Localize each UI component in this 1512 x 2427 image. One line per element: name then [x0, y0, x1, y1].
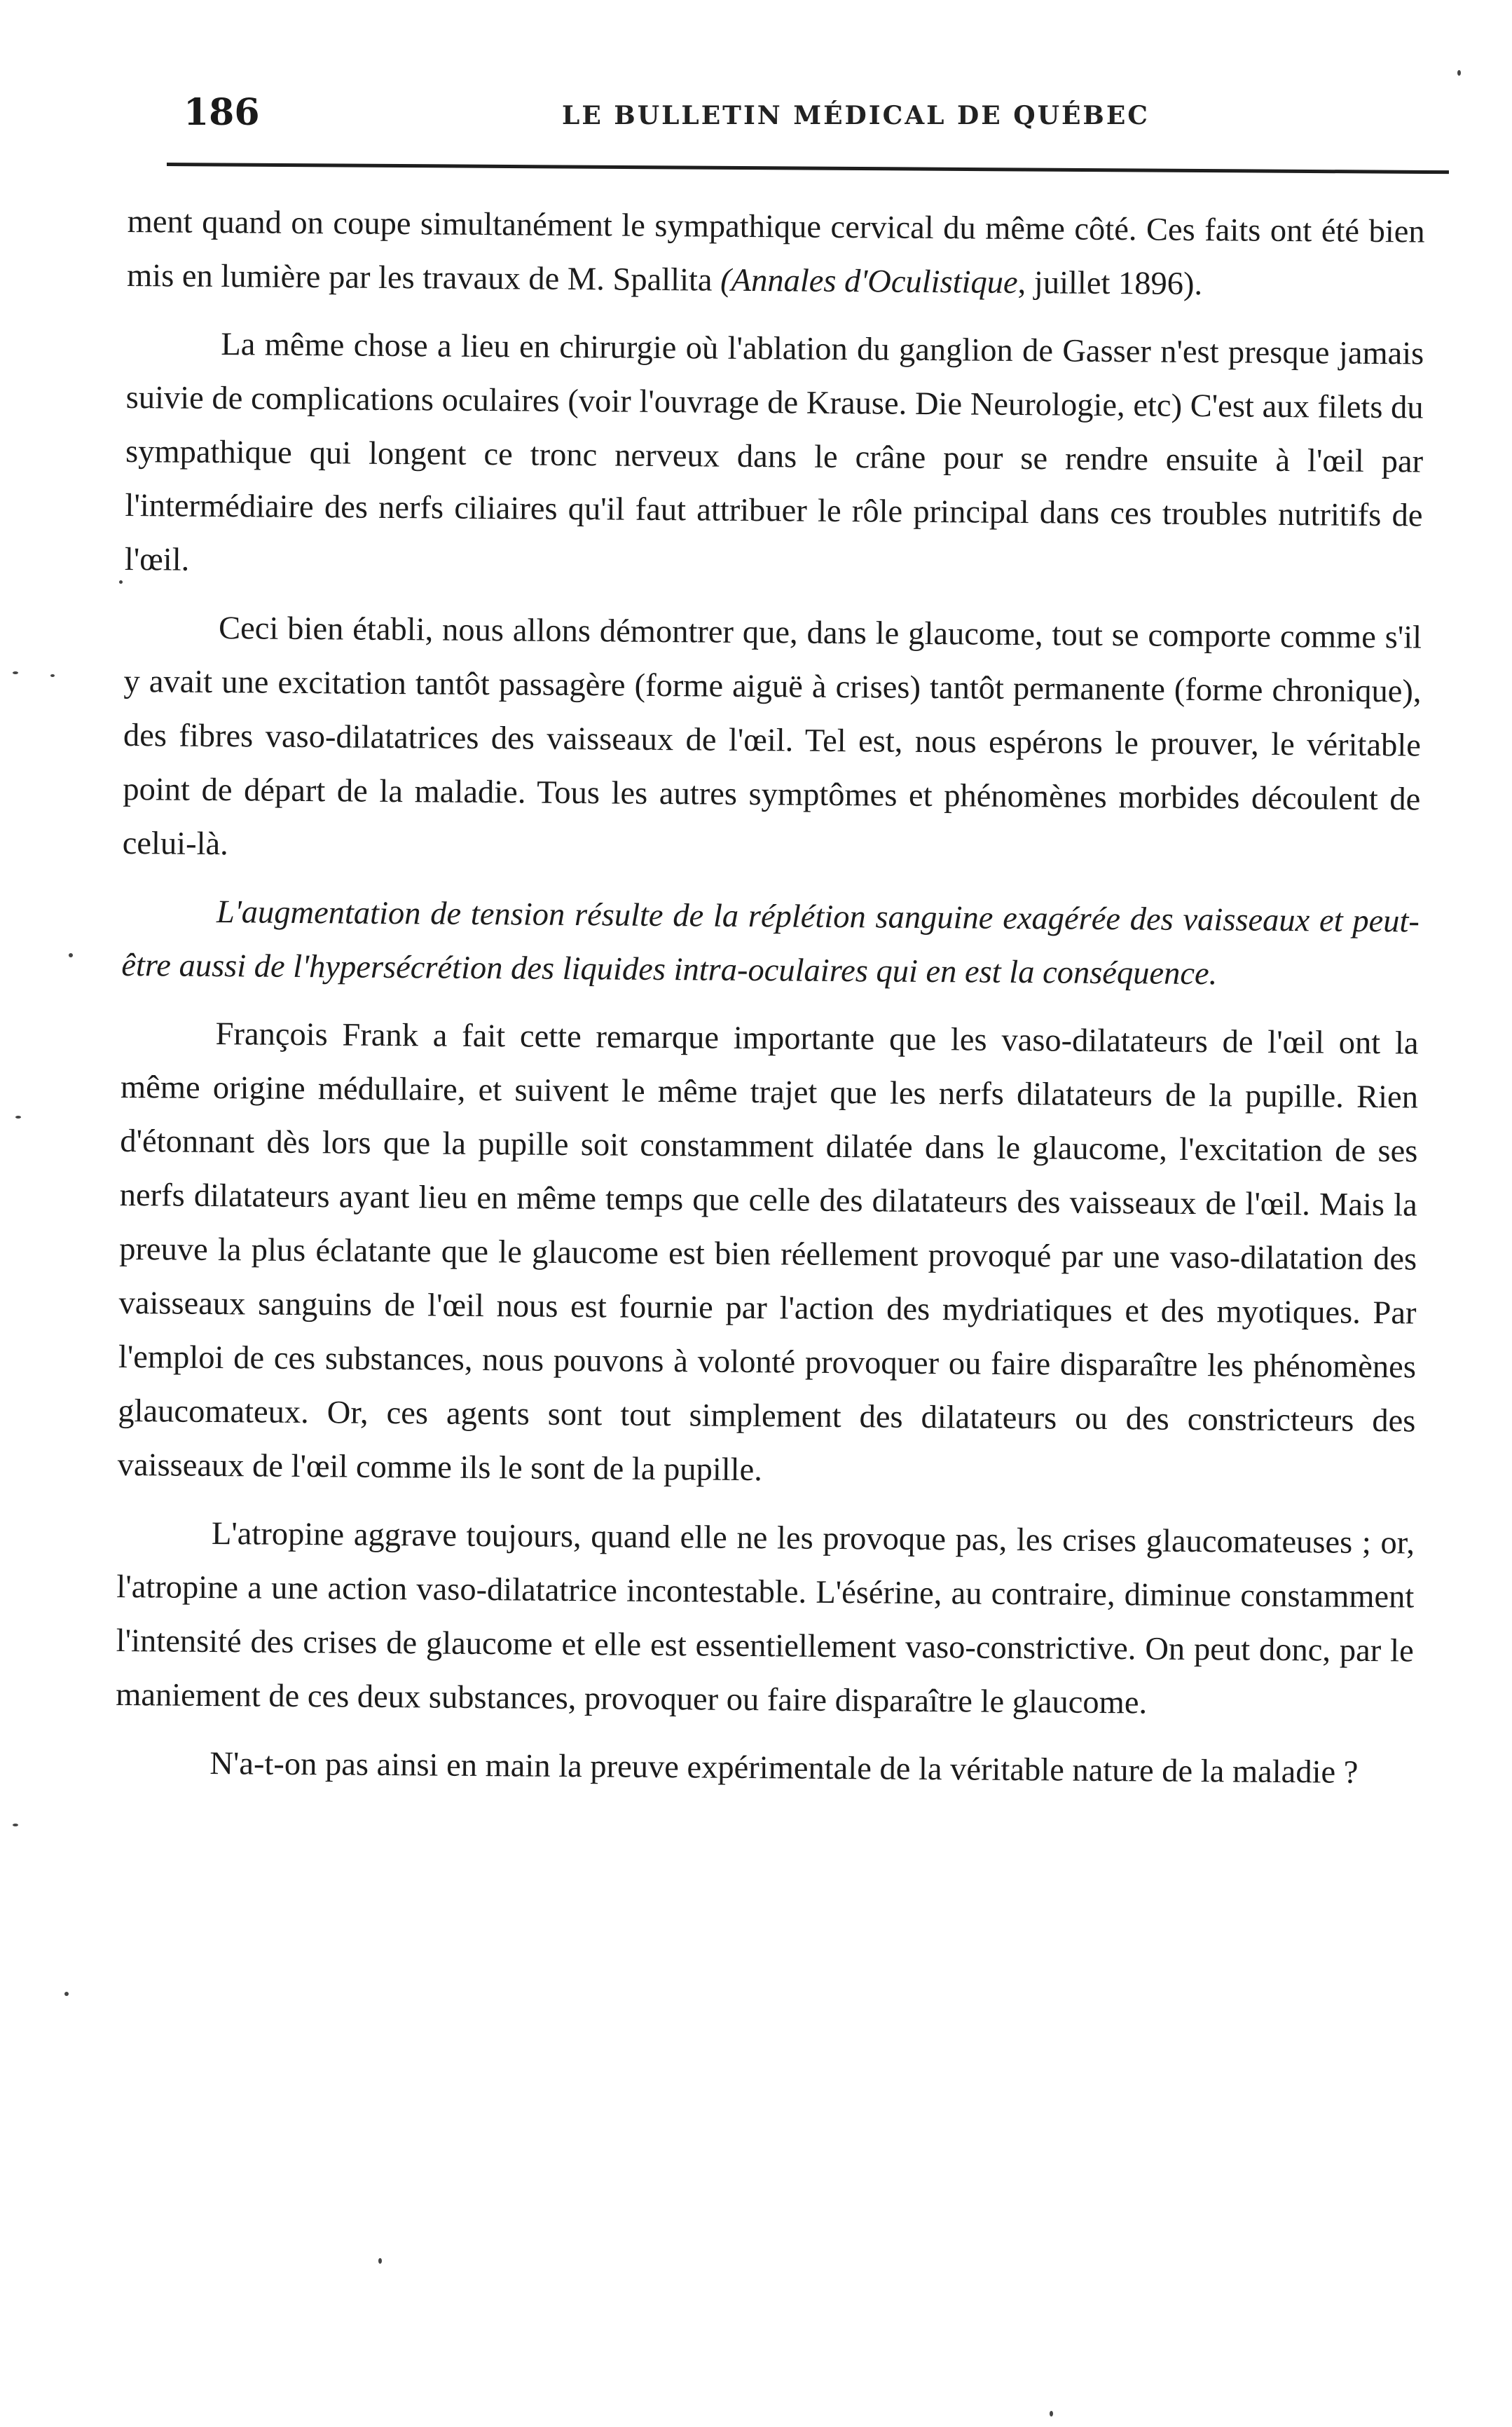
scan-speck [15, 1116, 21, 1119]
paragraph-3: Ceci bien établi, nous allons démontrer que, dans le glaucome, tout se comporte comme s'il y avait une excitation tantôt passagère (forme aiguë à crises) tantôt permanente (forme chronique), des fibres vaso-dilatatrices des vaisseaux de l'œil. Tel est, nous espérons le prouver, le véritable point de départ de la maladie. Tous les autres symptômes et phénomènes morbides découlent de celui-là. [122, 610, 1422, 863]
scan-speck [1457, 70, 1461, 76]
paragraph-2: La même chose a lieu en chirurgie où l'ablation du ganglion de Gasser n'est presque jamais suivie de complications oculaires (voir l'ouvrage de Krause. Die Neurologie, etc) C'est aux filets du sympathique qui longent ce tronc nerveux dans le crâne pour se rendre ensuite à l'œil par l'intermédiaire des nerfs ciliaires qu'il faut attribuer le rôle principal dans ces troubles nutritifs de l'œil. [124, 327, 1424, 578]
scan-speck [378, 2258, 382, 2264]
page-number: 186 [184, 91, 260, 134]
running-head: LE BULLETIN MÉDICAL DE QUÉBEC [562, 101, 1150, 130]
paragraph-1-text-end: , juillet 1896). [1017, 264, 1203, 303]
paragraph-6: L'atropine aggrave toujours, quand elle ne les provoque pas, les crises glaucomateuses ; or, l'atropine a une action vaso-dilatatrice incontestable. L'ésérine, au contraire, diminue constamment l'intensité des crises de glaucome et elle est essentiellement vaso-constrictive. On peut donc, par le maniement de ces deux substances, provoquer ou faire disparaître le glaucome. [115, 1516, 1415, 1721]
journal-citation: (Annales d'Oculistique [720, 262, 1018, 301]
paragraph-1 [127, 195, 1425, 313]
paragraph-1-text: ment quand on coupe simultanément le sympathique cervical du même côté. Ces faits ont été bien mis en lumière par les travaux de M. Spallita [126, 203, 1425, 299]
scan-speck [119, 580, 123, 584]
paragraph-5: François Frank a fait cette remarque importante que les vaso-dilatateurs de l'œil ont la même origine médullaire, et suivent le même trajet que les nerfs dilatateurs de la pupille. Rien d'étonnant dès lors que la pupille soit constamment dilatée dans le glaucome, l'excitation de ses nerfs dilatateurs ayant lieu en même temps que celle des dilatateurs des vaisseaux de l'œil. Mais la preuve la plus éclatante que le glaucome est bien réellement provoqué par une vaso-dilatation des vaisseaux sanguins de l'œil nous est fournie par l'action des mydriatiques et des myotiques. Par l'emploi de ces substances, nous pouvons à volonté provoquer ou faire disparaître les phénomènes glaucomateux. Or, ces agents sont tout simplement des dilatateurs ou des constricteurs des vaisseaux de l'œil comme ils le sont de la pupille. [117, 1016, 1419, 1489]
paragraph-7: N'a-t-on pas ainsi en main la preuve expérimentale de la véritable nature de la maladie ? [209, 1745, 1359, 1791]
scan-speck [50, 674, 55, 677]
scan-speck [1050, 2411, 1053, 2416]
page-header [163, 83, 1452, 139]
header-rule [167, 163, 1449, 174]
body-text [115, 195, 1425, 1814]
paragraph-4-italic: L'augmentation de tension résulte de la réplétion sanguine exagérée des vaisseaux et peut-être aussi de l'hypersécrétion des liquides intra-oculaires qui en est la conséquence. [121, 894, 1420, 992]
scan-speck [69, 953, 73, 957]
scan-speck [13, 671, 18, 674]
scan-speck [64, 1992, 69, 1996]
scan-speck [13, 1824, 18, 1826]
